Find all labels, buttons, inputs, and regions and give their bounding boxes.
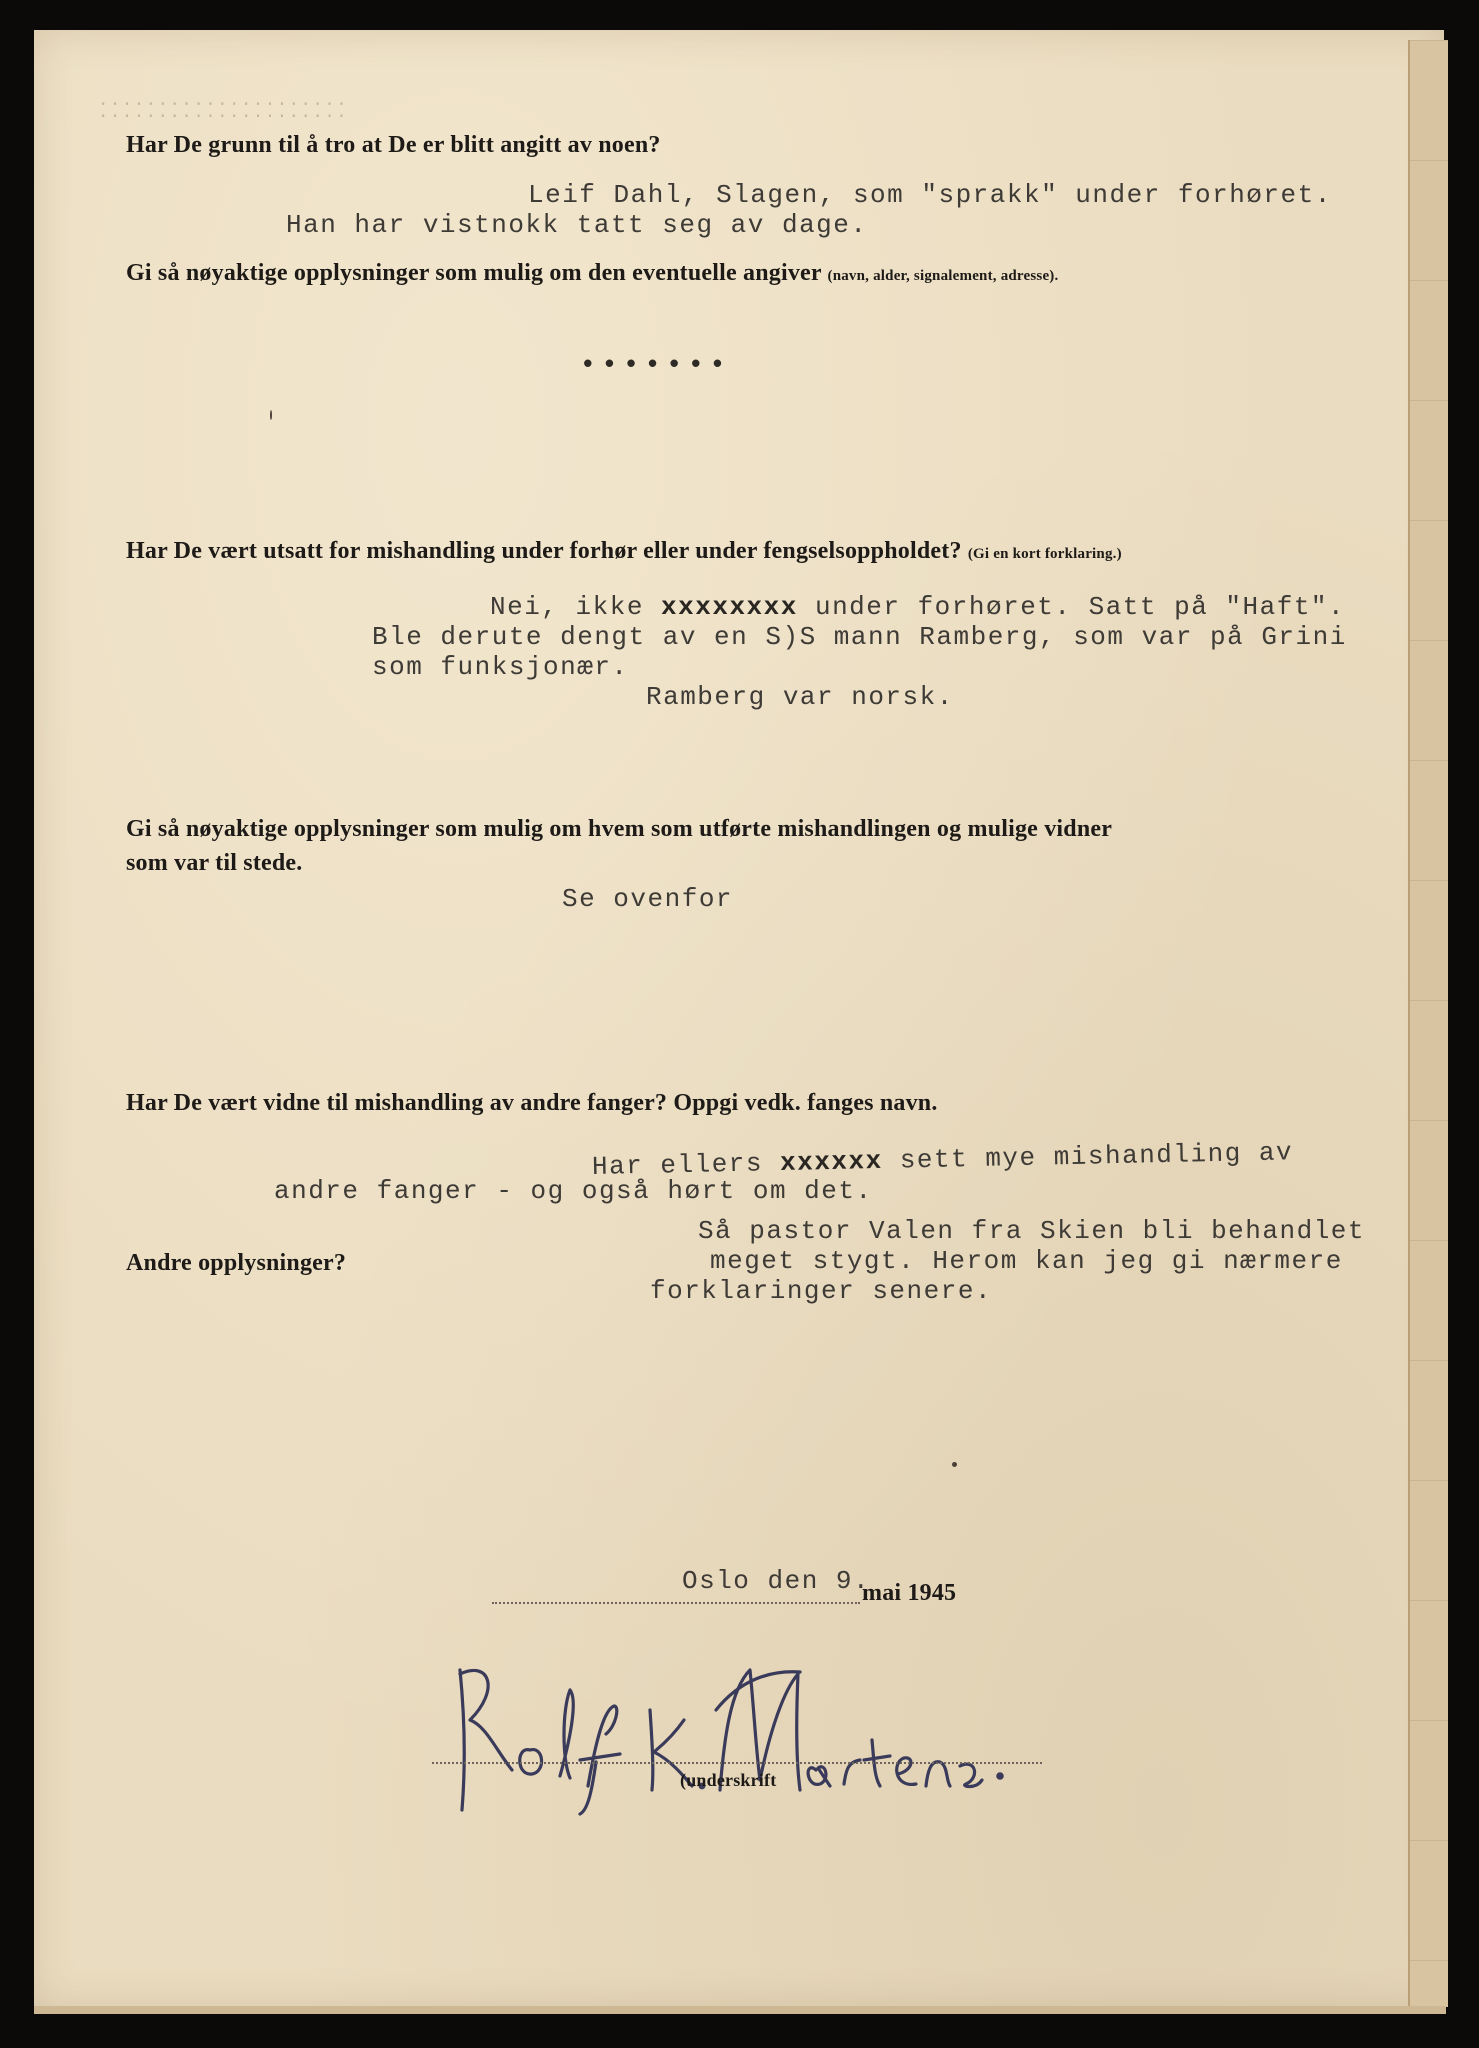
answer-mishandling-line-1-end: under forhøret. Satt på "Haft". <box>797 592 1346 622</box>
place-date-typed: Oslo den 9. <box>682 1566 871 1596</box>
date-dotted-line <box>492 1602 860 1604</box>
page-bottom-edge <box>34 2006 1446 2014</box>
answer-andre-line-3: forklaringer senere. <box>650 1276 993 1306</box>
signature-label: (underskrift <box>680 1770 777 1790</box>
month-year-printed: mai 1945 <box>862 1580 957 1606</box>
struck-out-word: xxxxxx <box>779 1145 884 1179</box>
page-edge-strip <box>1408 40 1448 2007</box>
answer-vidne-line-2: andre fanger - og også hørt om det. <box>274 1176 873 1206</box>
answer-mishandling-line-1-start: Nei, ikke <box>490 592 662 622</box>
answer-vidne-line-1-start: Har ellers <box>591 1148 781 1182</box>
question-andre: Andre opplysninger? <box>126 1250 347 1276</box>
answer-mishandling-line-1 <box>490 592 1345 622</box>
answer-angitt-line-2: Han har vistnokk tatt seg av dage. <box>286 210 868 240</box>
answer-angiver-dots: ••••••• <box>580 350 732 380</box>
answer-mishandling-line-2: Ble derute dengt av en S)S mann Ramberg, som var på Grini <box>372 622 1347 652</box>
answer-andre-line-2: meget stygt. Herom kan jeg gi nærmere <box>710 1246 1343 1276</box>
ink-speck <box>952 1462 957 1467</box>
question-angiver <box>126 260 1058 287</box>
question-mishandling-text: Har De vært utsatt for mishandling under forhør eller under fengselsoppholdet? <box>126 538 962 564</box>
question-angiver-text: Gi så nøyaktige opplysninger som mulig om den eventuelle angiver <box>126 260 822 286</box>
answer-utforte: Se ovenfor <box>562 884 734 914</box>
answer-mishandling-line-3: som funksjonær. <box>372 652 629 682</box>
answer-andre-line-1: Så pastor Valen fra Skien bli behandlet <box>698 1216 1365 1246</box>
handwritten-signature <box>420 1650 1060 1820</box>
signature-dotted-line <box>432 1762 1042 1764</box>
question-utforte-line-2: som var til stede. <box>126 850 303 876</box>
question-angiver-note: (navn, alder, signalement, adresse). <box>827 268 1059 284</box>
struck-out-word: xxxxxxxx <box>661 592 798 622</box>
question-angitt: Har De grunn til å tro at De er blitt angitt av noen? <box>126 132 661 158</box>
bleed-through-text: ⁚ ⁚ ⁚ ⁚ ⁚ ⁚ ⁚ ⁚ ⁚ ⁚ ⁚ ⁚ ⁚ ⁚ ⁚ ⁚ ⁚ ⁚ ⁚ ⁚ ⁚ <box>100 100 345 122</box>
question-utforte-line-1: Gi så nøyaktige opplysninger som mulig om hvem som utførte mishandlingen og mulige vidner <box>126 816 1113 842</box>
answer-vidne-line-1-end: sett mye mishandling av <box>882 1137 1294 1176</box>
question-vidne: Har De vært vidne til mishandling av andre fanger? Oppgi vedk. fanges navn. <box>126 1090 938 1116</box>
answer-angitt-line-1: Leif Dahl, Slagen, som "sprakk" under forhøret. <box>528 180 1332 210</box>
question-mishandling <box>126 538 1122 565</box>
answer-mishandling-line-4: Ramberg var norsk. <box>646 682 954 712</box>
question-mishandling-note: (Gi en kort forklaring.) <box>967 546 1122 562</box>
ink-speck <box>270 410 272 420</box>
